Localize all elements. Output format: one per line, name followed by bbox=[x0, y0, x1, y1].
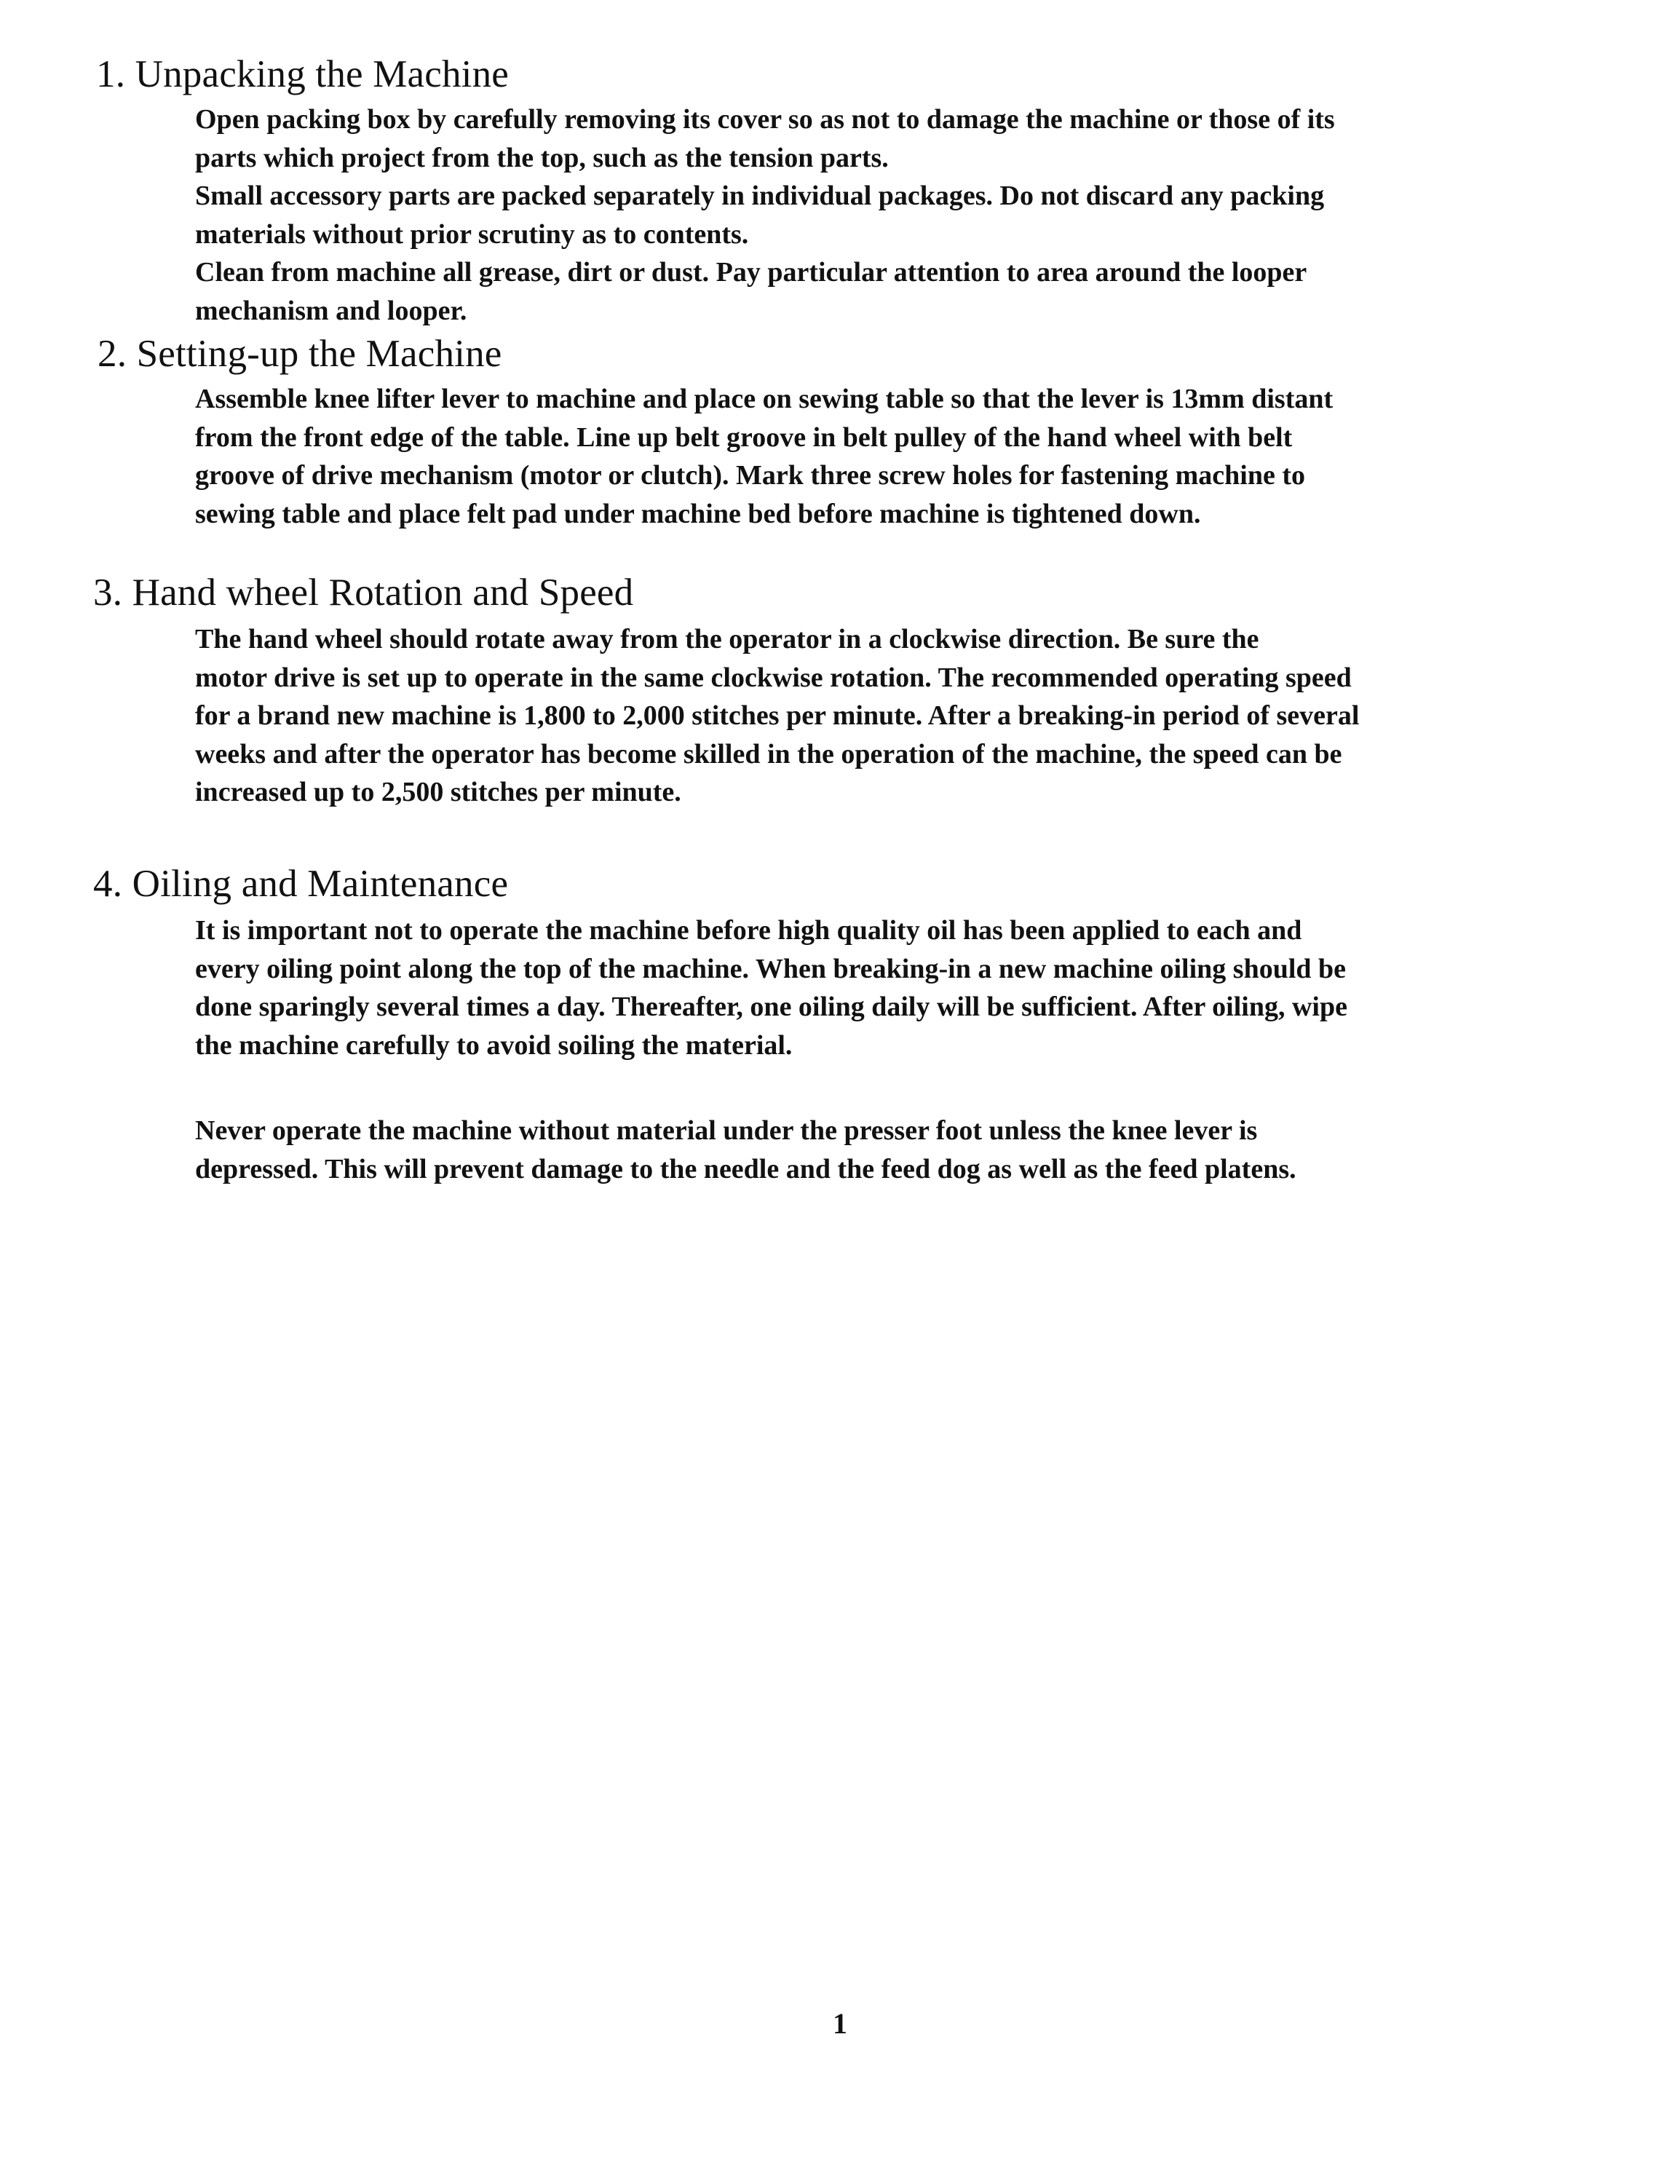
text-line: sewing table and place felt pad under machine bed before machine is tightened down. bbox=[195, 498, 1201, 529]
page-number: 1 bbox=[833, 2007, 847, 2040]
text-line: depressed. This will prevent damage to the needle and the feed dog as well as the feed platens. bbox=[195, 1153, 1296, 1184]
text-line: motor drive is set up to operate in the same clockwise rotation. The recommended operating speed bbox=[195, 662, 1352, 693]
text-line: the machine carefully to avoid soiling the material. bbox=[195, 1029, 793, 1061]
paragraph-oiling bbox=[195, 911, 1658, 1064]
text-line: from the front edge of the table. Line up belt groove in belt pulley of the hand wheel with belt bbox=[195, 422, 1293, 453]
section-heading-hand-wheel: 3. Hand wheel Rotation and Speed bbox=[93, 571, 634, 614]
text-line: weeks and after the operator has become skilled in the operation of the machine, the speed can be bbox=[195, 738, 1342, 769]
paragraph-unpacking-clean bbox=[195, 253, 1658, 330]
paragraph-unpacking-box bbox=[195, 100, 1658, 177]
text-line: parts which project from the top, such as the tension parts. bbox=[195, 142, 889, 173]
section-heading-oiling: 4. Oiling and Maintenance bbox=[93, 863, 509, 905]
text-line: mechanism and looper. bbox=[195, 295, 467, 326]
text-line: every oiling point along the top of the machine. When breaking-in a new machine oiling should be bbox=[195, 953, 1347, 984]
text-line: It is important not to operate the machine before high quality oil has been applied to each and bbox=[195, 915, 1302, 946]
text-line: materials without prior scrutiny as to contents. bbox=[195, 218, 749, 250]
text-line: increased up to 2,500 stitches per minute. bbox=[195, 777, 681, 807]
text-line: Open packing box by carefully removing its cover so as not to damage the machine or those of its bbox=[195, 104, 1335, 135]
paragraph-setting-up bbox=[195, 380, 1658, 533]
text-line: done sparingly several times a day. Thereafter, one oiling daily will be sufficient. After oiling, wipe bbox=[195, 992, 1347, 1022]
section-heading-setting-up: 2. Setting-up the Machine bbox=[98, 333, 502, 375]
text-line: Clean from machine all grease, dirt or dust. Pay particular attention to area around the looper bbox=[195, 257, 1307, 288]
paragraph-hand-wheel bbox=[195, 620, 1658, 812]
text-line: groove of drive mechanism (motor or clutch). Mark three screw holes for fastening machine to bbox=[195, 460, 1306, 491]
text-line: The hand wheel should rotate away from the operator in a clockwise direction. Be sure the bbox=[195, 624, 1259, 654]
paragraph-oiling-warning bbox=[195, 1112, 1658, 1188]
section-heading-unpacking: 1. Unpacking the Machine bbox=[96, 53, 510, 95]
text-line: Small accessory parts are packed separately in individual packages. Do not discard any packing bbox=[195, 181, 1325, 211]
text-line: Assemble knee lifter lever to machine and place on sewing table so that the lever is 13mm distant bbox=[195, 384, 1334, 414]
paragraph-unpacking-accessories bbox=[195, 177, 1658, 253]
text-line: Never operate the machine without material under the presser foot unless the knee lever is bbox=[195, 1115, 1258, 1146]
text-line: for a brand new machine is 1,800 to 2,000 stitches per minute. After a breaking-in period of several bbox=[195, 700, 1360, 731]
